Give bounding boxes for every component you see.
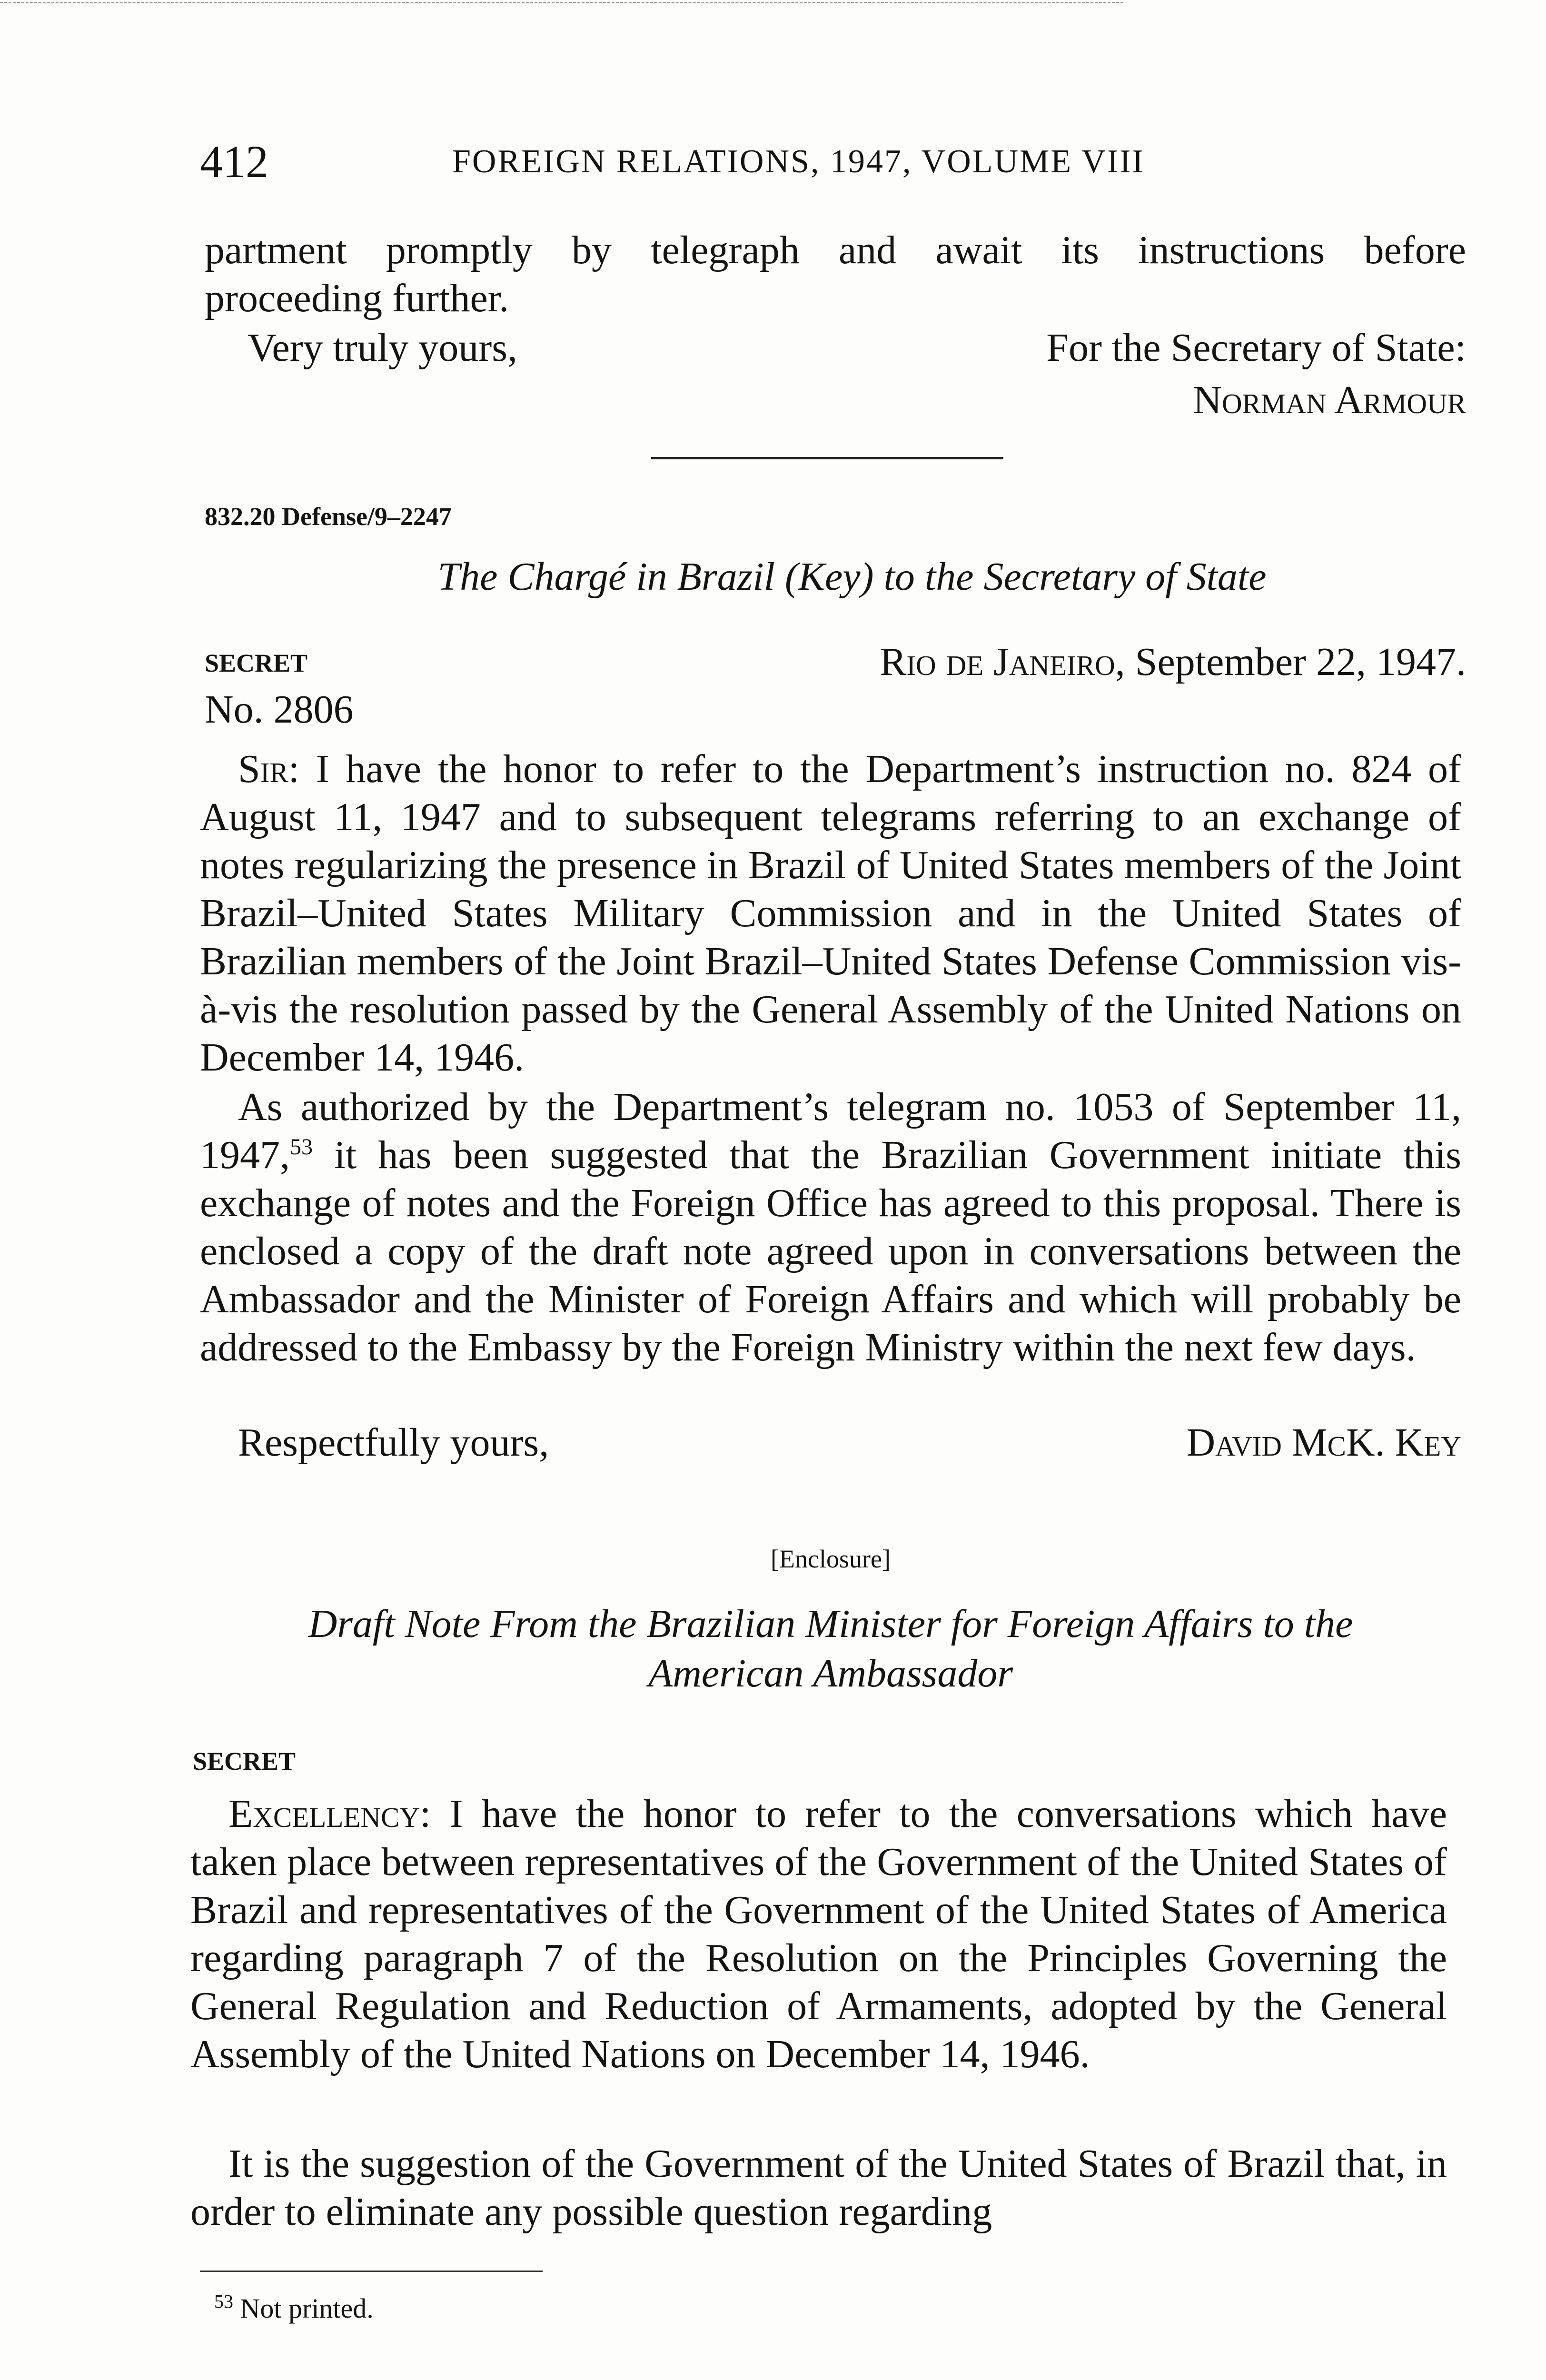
place-name: Rio de Janeiro [880,640,1115,684]
respectfully-yours: Respectfully yours, [238,1420,549,1465]
page-number: 412 [200,136,268,187]
closing-block-2 [200,1418,1461,1471]
continuation-line-1: partment promptly by telegraph and await its instructions before [205,228,1466,272]
document-title: The Chargé in Brazil (Key) to the Secretary of State [437,555,1267,599]
section-divider [651,457,1003,459]
footnote-ref-53: 53 [290,1134,313,1160]
enclosure-paragraph-2 [190,2140,1447,2236]
footnote-53 [214,2290,374,2328]
enclosure-paragraph-2-text: It is the suggestion of the Government of the United States of Brazil that, in order to eliminate any possible question regarding [190,2142,1447,2234]
classification-secret: SECRET [205,649,308,677]
salutation-excellency: Excellency [228,1792,420,1836]
body-paragraph-1 [200,745,1461,1081]
document-number: No. 2806 [205,687,354,732]
continuation-line-2: proceeding further. [205,276,509,320]
enclosure-paragraph-1-text: : I have the honor to refer to the conversations which have taken place between representatives of the Government of the United States of Brazil and representatives of the Government of the United States of America regarding paragraph 7 of the Resolution on the Principles Governing the General Regulation and Reduction of Armaments, adopted by the General Assembly of the United Nations on December 14, 1946. [190,1792,1447,2076]
file-number: 832.20 Defense/9–2247 [205,502,452,531]
enclosure-paragraph-1 [190,1790,1447,2078]
enclosure-title-line-1: Draft Note From the Brazilian Minister for Foreign Affairs to the [308,1602,1353,1646]
place-date [880,638,1466,686]
enclosure-classification: SECRET [193,1747,296,1775]
salutation-sir: Sir [238,747,288,791]
running-head: FOREIGN RELATIONS, 1947, VOLUME VIII [452,143,1145,180]
for-secretary-line: For the Secretary of State: [1046,326,1466,370]
footnote-divider [200,2271,543,2272]
closing-salutation-1: Very truly yours, [248,326,517,370]
dateline-block [205,638,1466,743]
footnote-text: Not printed. [233,2293,374,2324]
date: , September 22, 1947. [1115,640,1466,684]
signature-david-key: David McK. Key [1186,1420,1461,1465]
continuation-text [205,226,1466,322]
scan-edge-rule [0,2,1123,3]
paragraph-2-start: As authorized by the Department’s telegram no. 1053 of September 11, 1947, [200,1085,1461,1177]
signature-norman-armour: Norman Armour [1193,378,1466,422]
enclosure-label: [Enclosure] [771,1545,891,1573]
page-header [200,129,1461,195]
enclosure-title-line-2: American Ambassador [648,1651,1013,1696]
paragraph-1-text: : I have the honor to refer to the Department’s instruction no. 824 of August 11, 1947 and to subsequent telegrams referring to an exchange of notes regularizing the presence in Brazil of United States members of the Joint Brazil–United States Military Commission and in the United States of Brazilian members of the Joint Brazil–United States Defense Commission vis-à-vis the resolution passed by the General Assembly of the United Nations on December 14, 1946. [200,747,1461,1080]
footnote-marker: 53 [214,2291,233,2312]
body-paragraph-2 [200,1083,1461,1371]
paragraph-2-rest: it has been suggested that the Brazilian Government initiate this exchange of notes and the Foreign Office has agreed to this proposal. There is enclosed a copy of the draft note agreed upon in conversations between the Ambassador and the Minister of Foreign Affairs and which will probably be addressed to the Embassy by the Foreign Ministry within the next few days. [200,1133,1461,1369]
